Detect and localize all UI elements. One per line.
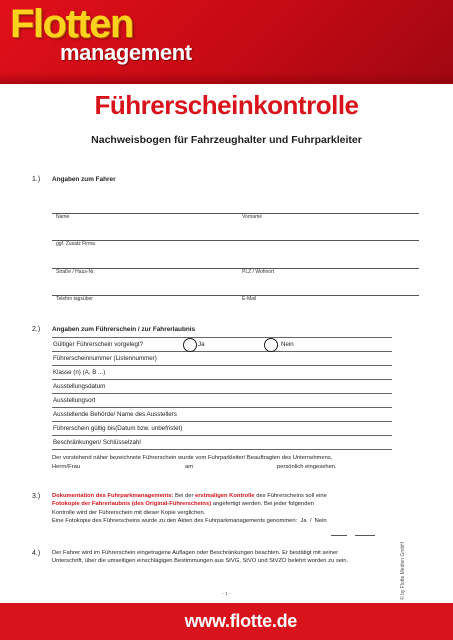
confirm-herr: Herrn/Frau bbox=[52, 464, 81, 470]
license-row-label: Beschränkungen/ Schlüsselzahl bbox=[53, 439, 141, 446]
license-row-label: Führerscheinnummer (Listennummer) bbox=[53, 355, 157, 362]
copy-no[interactable]: Nein bbox=[314, 518, 327, 525]
vorname-label: Vorname bbox=[242, 214, 263, 220]
license-table bbox=[52, 337, 392, 450]
first-check: erstmaligen Kontrolle bbox=[195, 493, 255, 499]
license-row[interactable] bbox=[52, 352, 392, 366]
copy-yes[interactable]: Ja bbox=[300, 518, 307, 525]
address-line[interactable] bbox=[52, 258, 419, 269]
section3-t2: des Führerscheins soll eine bbox=[254, 493, 327, 499]
license-row-label: Führerschein gültig bis(Datum bzw. unbefristet) bbox=[53, 425, 183, 432]
page-number: - 1 - bbox=[222, 592, 231, 597]
section3-line2 bbox=[52, 500, 427, 508]
confirm-end: persönlich eingesehen. bbox=[277, 464, 337, 470]
copy-slash: / bbox=[309, 518, 312, 525]
section4-number: 4.) bbox=[32, 550, 41, 557]
section4-line2: Unterschrift, über die umseitigen einschlägigen Bestimmungen aus StVG, StVO und StVZO belehrt worden zu sein. bbox=[52, 558, 349, 565]
license-row-label: Klasse (n) (A, B ...) bbox=[53, 369, 106, 376]
name-label: Name bbox=[56, 214, 70, 220]
footer-url[interactable]: www.flotte.de bbox=[184, 611, 297, 631]
header-banner bbox=[0, 0, 453, 84]
copyright-vertical: © by Flotte Medien GmbH bbox=[400, 542, 406, 600]
license-row[interactable] bbox=[52, 408, 392, 422]
firma-line[interactable] bbox=[52, 230, 419, 241]
section1-number: 1.) bbox=[32, 176, 41, 183]
section1-heading: Angaben zum Fahrer bbox=[52, 176, 116, 183]
license-row-label: Ausstellungsdatum bbox=[53, 383, 106, 390]
firma-label: ggf. Zusatz Firma bbox=[56, 241, 95, 247]
radio-yes-label: Ja bbox=[198, 341, 205, 348]
confirm-line1: Der vorstehend näher bezeichnete Führerschein wurde vom Fuhrparkleiter/ Beauftragten des Unternehmens, bbox=[52, 455, 333, 461]
section3-line4-text: Eine Fotokopie des Führerscheins wurde zu den Akten des Fuhrparkmanagements genommen: bbox=[52, 518, 298, 525]
license-row[interactable] bbox=[52, 394, 392, 408]
copy-yes-line bbox=[331, 526, 347, 536]
name-line[interactable] bbox=[52, 203, 419, 214]
logo-management: management bbox=[60, 40, 192, 65]
email-label: E-Mail bbox=[242, 296, 257, 302]
contact-line[interactable] bbox=[52, 285, 419, 296]
license-row[interactable] bbox=[52, 366, 392, 380]
section3-t1: Bei der bbox=[173, 493, 196, 499]
page-title: Führerscheinkontrolle bbox=[94, 90, 359, 120]
section4-text bbox=[52, 549, 432, 566]
license-row[interactable] bbox=[52, 422, 392, 436]
photocopy-note: Fotokopie der Fahrerlaubnis (des Original-Führerscheins) bbox=[52, 501, 212, 508]
section3-text bbox=[52, 492, 427, 526]
section2-heading: Angaben zum Führerschein / zur Fahrerlaubnis bbox=[52, 326, 196, 333]
plz-label: PLZ / Wohnort bbox=[242, 269, 275, 275]
section3-line4 bbox=[52, 517, 427, 525]
license-row-label: Gültiger Führerschein vorgelegt? bbox=[53, 341, 144, 348]
radio-no[interactable] bbox=[264, 338, 278, 352]
section2-number: 2.) bbox=[32, 326, 41, 333]
confirm-am: am bbox=[185, 464, 194, 470]
section3-t3: angefertigt werden. Bei jeder folgenden bbox=[211, 501, 314, 508]
telefon-label: Telefon tagsüber bbox=[56, 296, 93, 302]
radio-yes[interactable] bbox=[183, 338, 197, 352]
strasse-label: Straße / Haus-Nr. bbox=[56, 269, 95, 275]
license-row bbox=[52, 338, 392, 352]
footer-banner bbox=[0, 603, 453, 640]
logo-flotten: Flotten bbox=[10, 2, 133, 46]
doc-heading: Dokumentation des Fuhrparkmanagements: bbox=[52, 493, 174, 499]
section3-line1 bbox=[52, 492, 427, 500]
license-row-label: Ausstellende Behörde/ Name des Ausstellers bbox=[53, 411, 177, 418]
section3-number: 3.) bbox=[32, 493, 41, 500]
license-row[interactable] bbox=[52, 380, 392, 394]
radio-no-label: Nein bbox=[281, 341, 294, 348]
section3-line3: Kontrolle wird der Führerschein mit dieser Kopie verglichen. bbox=[52, 509, 206, 516]
section4-line1: Der Fahrer wird im Führerschein eingetragene Auflagen oder Beschränkungen beachten. Er bestätigt mit seiner bbox=[52, 550, 339, 556]
license-row-label: Ausstellungsort bbox=[53, 397, 96, 404]
license-row[interactable] bbox=[52, 436, 392, 450]
copy-no-line bbox=[355, 526, 375, 536]
page-subtitle: Nachweisbogen für Fahrzeughalter und Fuhrparkleiter bbox=[91, 134, 362, 146]
